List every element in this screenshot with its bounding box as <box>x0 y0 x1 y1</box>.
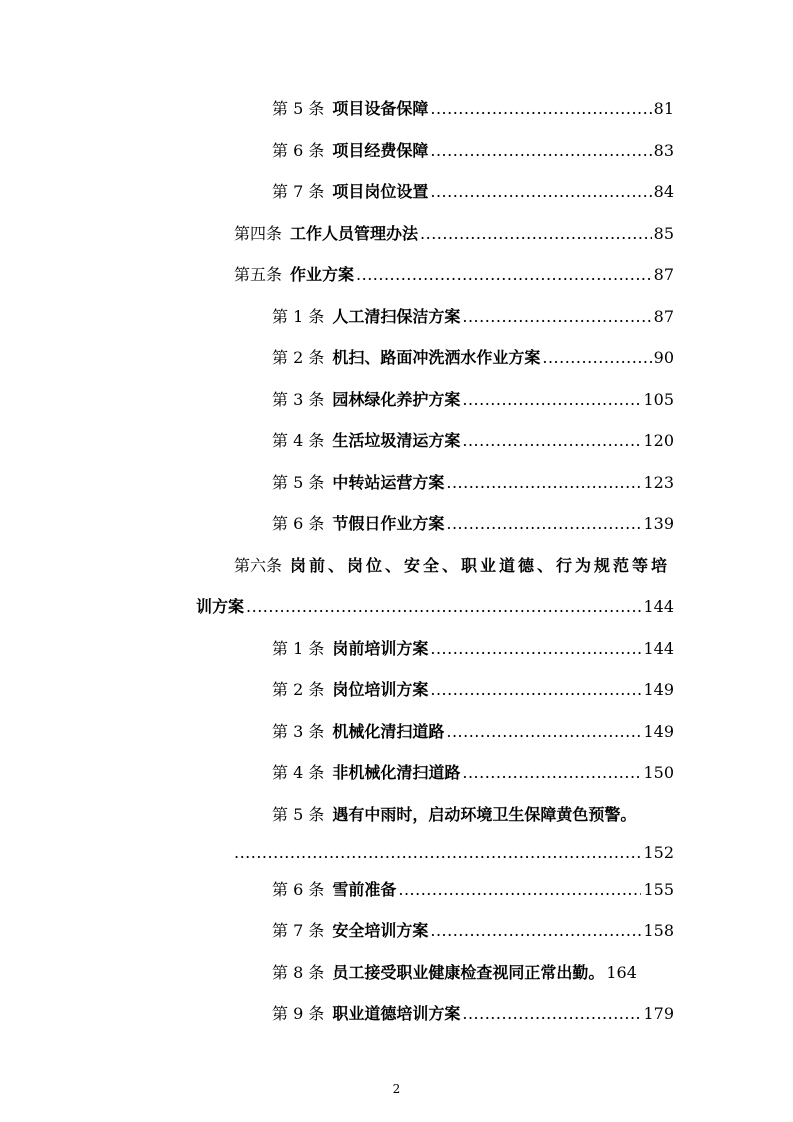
toc-entry-number: 第 6 条 <box>272 141 325 160</box>
toc-entry[interactable] <box>272 918 674 942</box>
toc-entry-title: 园林绿化养护方案 <box>332 390 461 409</box>
toc-leader-dots <box>398 880 641 899</box>
toc-entry-page: 149 <box>643 680 674 699</box>
toc-entry-page: 152 <box>643 843 674 862</box>
toc-entry-number: 第 2 条 <box>272 680 325 699</box>
toc-entry[interactable] <box>272 636 674 660</box>
toc-entry-title: 项目经费保障 <box>332 141 429 160</box>
toc-entry-number: 第 3 条 <box>272 390 325 409</box>
toc-entry-page: 150 <box>643 763 674 782</box>
toc-entry-page: 105 <box>643 390 674 409</box>
toc-entry-title: 岗位培训方案 <box>332 680 429 699</box>
toc-entry[interactable] <box>272 677 674 701</box>
page-number: 2 <box>392 1082 401 1096</box>
toc-leader-dots <box>430 141 651 160</box>
toc-leader-dots <box>446 514 641 533</box>
toc-entry[interactable] <box>272 428 674 452</box>
toc-entry-title: 岗前、岗位、安全、职业道德、行为规范等培 <box>290 556 671 575</box>
toc-entry-title: 作业方案 <box>290 265 355 284</box>
toc-entry-page: 84 <box>653 182 674 201</box>
toc-leader-dots <box>430 921 641 940</box>
toc-entry-title: 雪前准备 <box>332 880 397 899</box>
toc-entry-page: 139 <box>643 514 674 533</box>
toc-entry-number: 第六条 <box>234 556 283 575</box>
toc-entry[interactable] <box>272 387 674 411</box>
toc-entry-number: 第 5 条 <box>272 805 325 824</box>
toc-entry-page: 87 <box>653 265 674 284</box>
toc-entry[interactable] <box>272 345 674 369</box>
toc-entry-number: 第 4 条 <box>272 431 325 450</box>
toc-entry-number: 第 5 条 <box>272 473 325 492</box>
toc-entry-number: 第 1 条 <box>272 307 325 326</box>
toc-entry-page: 155 <box>643 880 674 899</box>
toc-entry-page: 120 <box>643 431 674 450</box>
toc-entry-number: 第 8 条 <box>272 963 325 982</box>
toc-leader-dots <box>430 680 641 699</box>
toc-leader-dots <box>430 182 651 201</box>
toc-entry-title: 工作人员管理办法 <box>290 224 419 243</box>
toc-entry[interactable] <box>272 138 674 162</box>
toc-leader-dots <box>430 99 651 118</box>
toc-leader-dots <box>462 763 641 782</box>
toc-entry-number: 第五条 <box>234 265 283 284</box>
toc-leader-dots <box>246 597 641 616</box>
toc-entry-title: 岗前培训方案 <box>332 639 429 658</box>
toc-leader-dots <box>542 348 651 367</box>
toc-leader-dots <box>462 431 641 450</box>
toc-entry-number: 第 1 条 <box>272 639 325 658</box>
toc-entry-number: 第 9 条 <box>272 1004 325 1023</box>
toc-entry-number: 第 6 条 <box>272 514 325 533</box>
toc-entry-number: 第 7 条 <box>272 921 325 940</box>
toc-entry[interactable] <box>272 960 674 984</box>
toc-entry-title-continued: 训方案 <box>196 597 245 616</box>
toc-entry-number: 第 4 条 <box>272 763 325 782</box>
toc-entry[interactable] <box>272 1001 674 1025</box>
toc-entry-number: 第 3 条 <box>272 722 325 741</box>
toc-leader-dots <box>446 473 641 492</box>
toc-entry-continuation[interactable] <box>234 843 674 862</box>
toc-leader-dots <box>420 224 652 243</box>
toc-entry[interactable] <box>272 179 674 203</box>
toc-entry-wrapped[interactable] <box>234 553 674 576</box>
toc-entry[interactable] <box>234 221 674 245</box>
toc-leader-dots <box>356 265 652 284</box>
toc-leader-dots <box>446 722 641 741</box>
toc-entry-page: 87 <box>653 307 674 326</box>
toc-entry-page: 149 <box>643 722 674 741</box>
toc-entry-title: 员工接受职业健康检查视同正常出勤。 <box>332 963 605 982</box>
toc-leader-dots <box>234 843 641 862</box>
toc-entry-title: 机扫、路面冲洗洒水作业方案 <box>332 348 541 367</box>
toc-entry-page: 144 <box>643 597 674 616</box>
toc-entry-title: 非机械化清扫道路 <box>332 763 461 782</box>
toc-entry-page: 179 <box>643 1004 674 1023</box>
toc-entry-number: 第四条 <box>234 224 283 243</box>
toc-entry-title: 人工清扫保洁方案 <box>332 307 461 326</box>
toc-entry-number: 第 2 条 <box>272 348 325 367</box>
toc-entry[interactable] <box>272 304 674 328</box>
toc-entry-number: 第 7 条 <box>272 182 325 201</box>
toc-entry-page: 158 <box>643 921 674 940</box>
toc-leader-dots <box>462 390 641 409</box>
toc-entry-title: 安全培训方案 <box>332 921 429 940</box>
toc-entry-page: 123 <box>643 473 674 492</box>
toc-entry-page: 144 <box>643 639 674 658</box>
toc-entry[interactable] <box>272 96 674 120</box>
toc-entry[interactable] <box>272 877 674 901</box>
toc-entry-page: 81 <box>653 99 674 118</box>
toc-entry-title: 项目设备保障 <box>332 99 429 118</box>
toc-entry-title: 节假日作业方案 <box>332 514 445 533</box>
toc-entry-title: 中转站运营方案 <box>332 473 445 492</box>
toc-entry[interactable] <box>272 760 674 784</box>
toc-entry-title: 生活垃圾清运方案 <box>332 431 461 450</box>
toc-entry-title: 职业道德培训方案 <box>332 1004 461 1023</box>
toc-entry-number: 第 5 条 <box>272 99 325 118</box>
toc-entry-wrapped[interactable] <box>272 802 692 825</box>
toc-entry-title: 项目岗位设置 <box>332 182 429 201</box>
toc-entry-page: 164 <box>606 963 637 982</box>
toc-entry-number: 第 6 条 <box>272 880 325 899</box>
toc-entry-page: 83 <box>653 141 674 160</box>
toc-entry[interactable] <box>272 511 674 535</box>
toc-entry[interactable] <box>272 719 674 743</box>
toc-entry-title: 机械化清扫道路 <box>332 722 445 741</box>
toc-entry-page: 90 <box>653 348 674 367</box>
toc-entry-continuation[interactable] <box>196 594 674 617</box>
toc-leader-dots <box>462 307 651 326</box>
toc-entry[interactable] <box>272 470 674 494</box>
toc-entry[interactable] <box>234 262 674 286</box>
toc-entry-page: 85 <box>653 224 674 243</box>
toc-entry-title: 遇有中雨时，启动环境卫生保障黄色预警。 <box>332 805 637 824</box>
toc-leader-dots <box>462 1004 641 1023</box>
toc-leader-dots <box>430 639 641 658</box>
